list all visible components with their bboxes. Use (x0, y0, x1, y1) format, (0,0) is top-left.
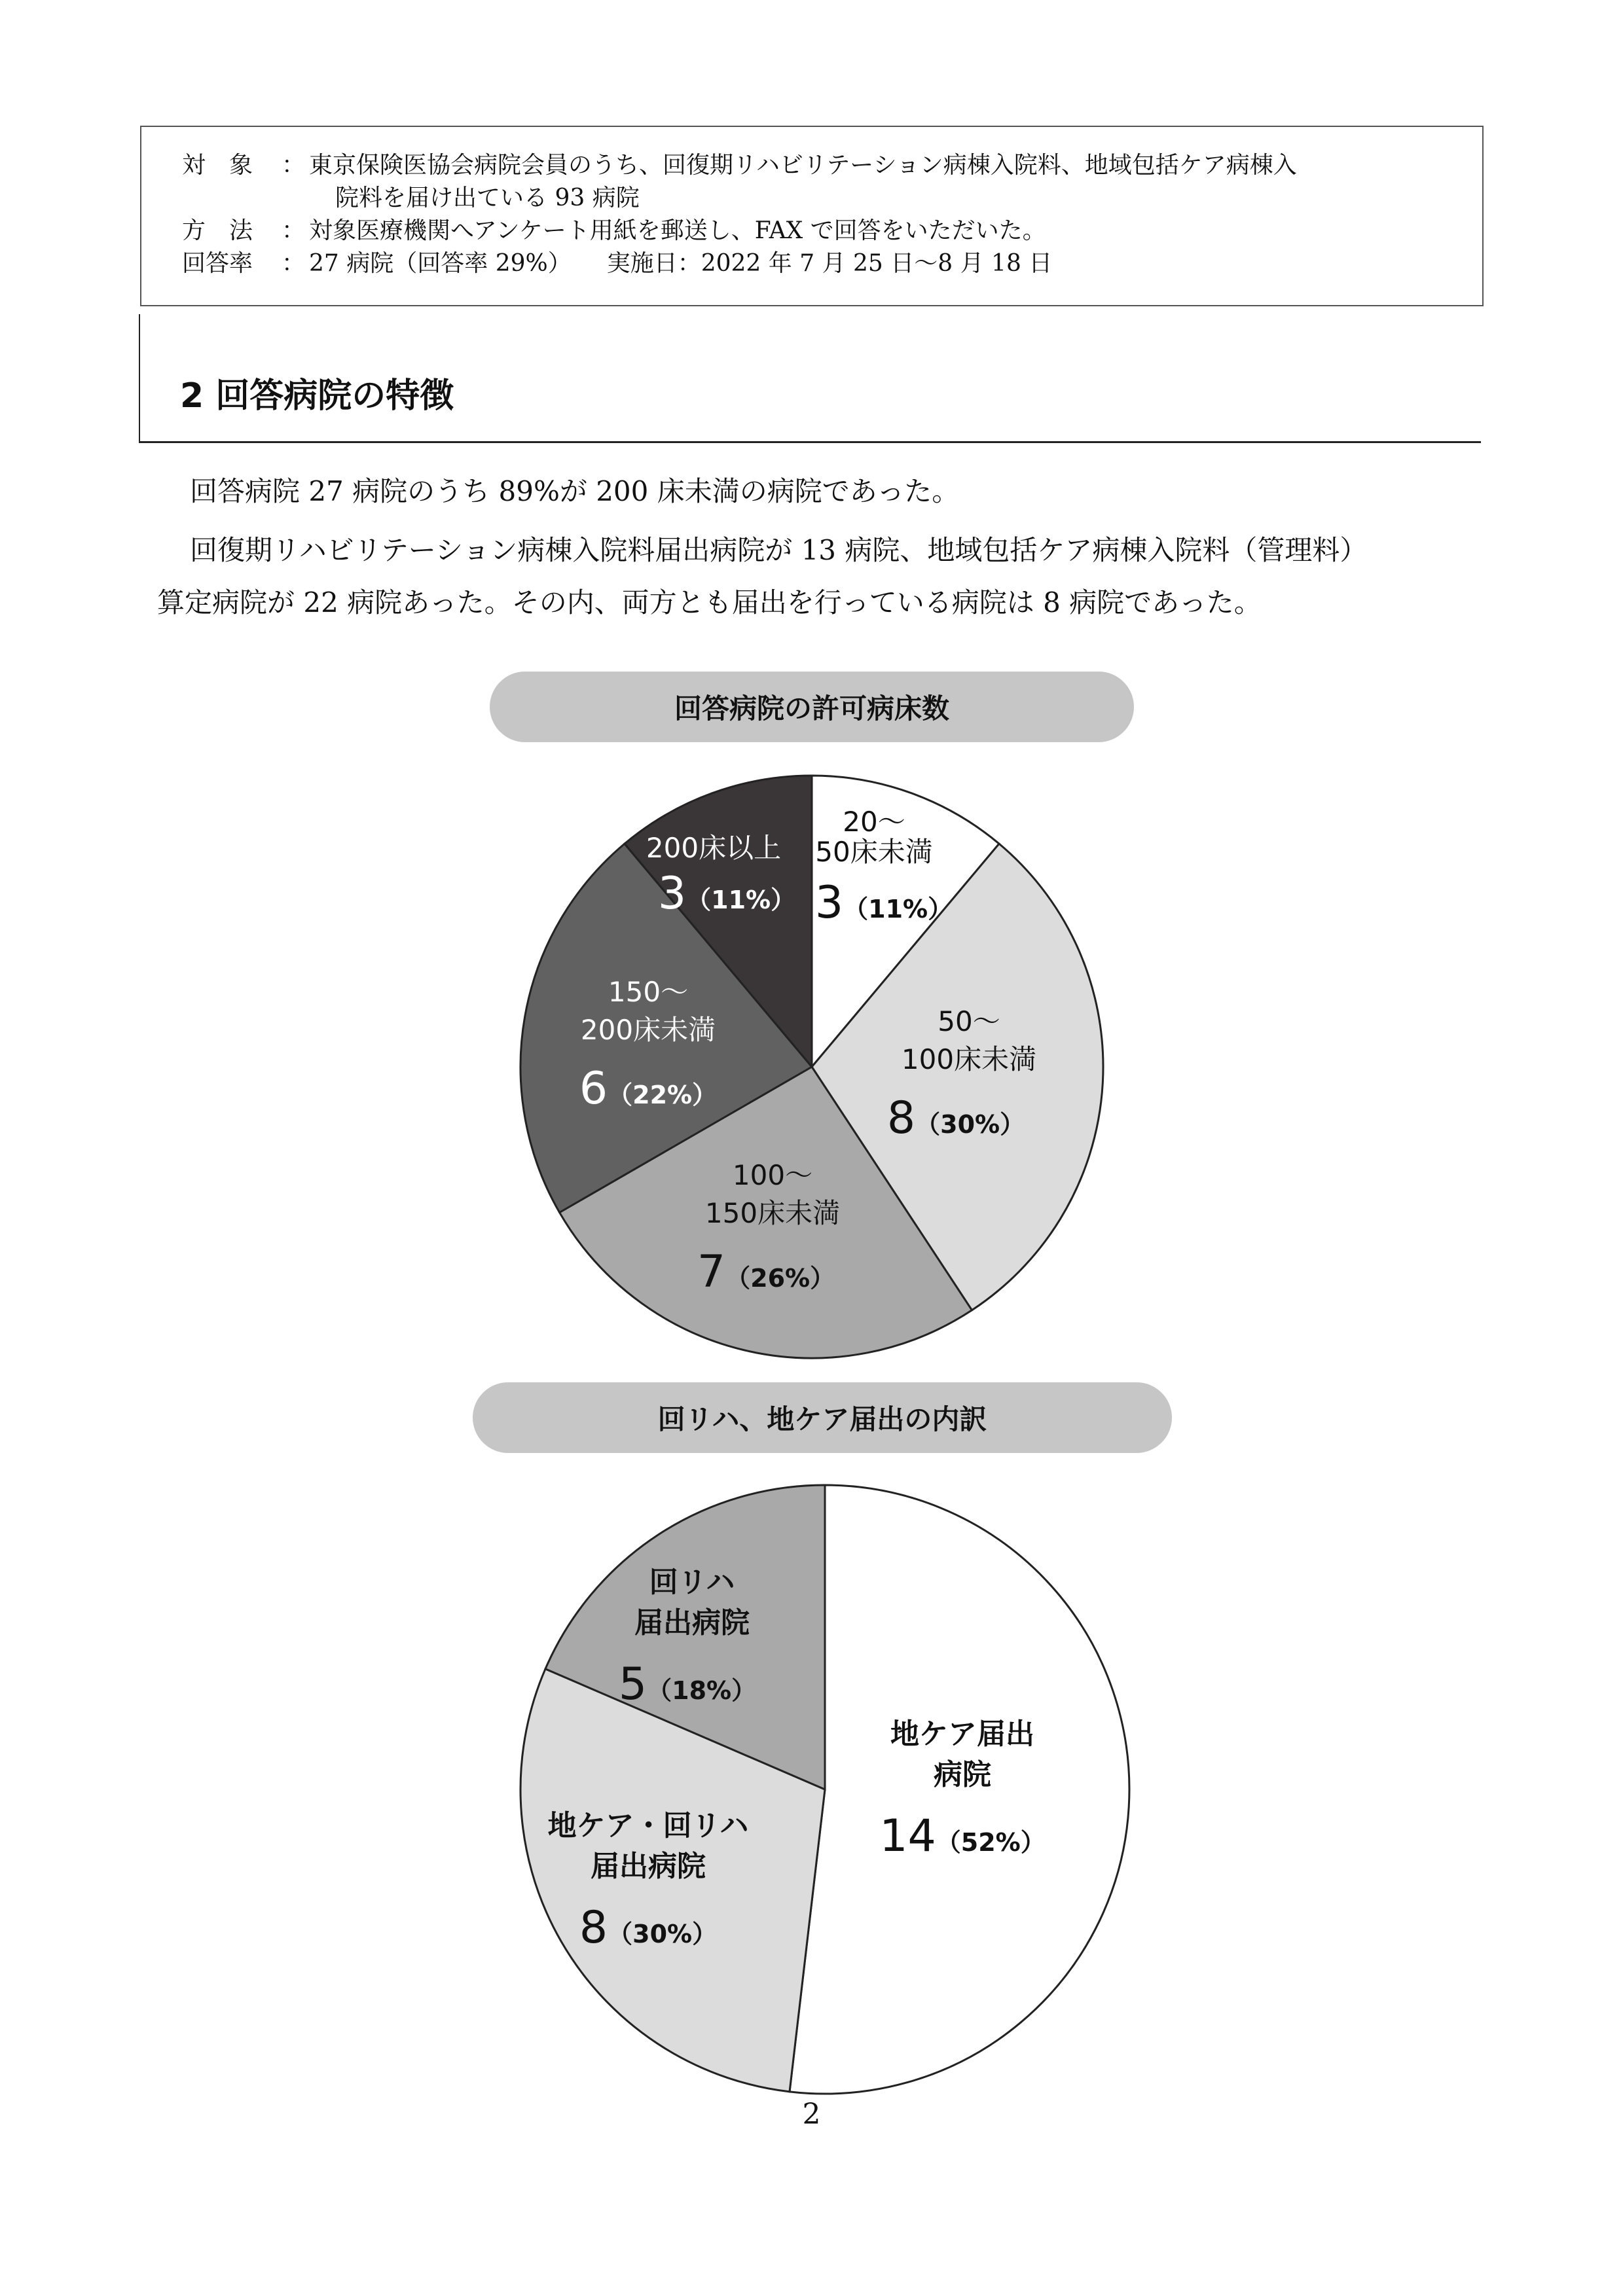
info-colon: ： (282, 152, 306, 179)
info-method-text: 対象医療機関へアンケート用紙を郵送し、FAX で回答をいただいた。 (309, 217, 1046, 244)
chart-1-slice-2-label-line-2: 100床未満 (901, 1043, 1037, 1075)
info-rate-text: 27 病院（回答率 29%） 実施日：2022 年 7 月 25 日～8 月 18 日 (309, 250, 1053, 277)
chart-1-slice-1-label-line-1: 20～ (843, 806, 905, 838)
chart-1-slice-5-value-label: 3（11%） (657, 868, 796, 920)
info-colon: ： (282, 217, 306, 244)
body-paragraph-2-line-1: 回復期リハビリテーション病棟入院料届出病院が 13 病院、地域包括ケア病棟入院料（管理料） (190, 534, 1368, 566)
info-target-key: 対 象 (182, 152, 253, 179)
chart-2-pie (517, 1482, 1133, 2097)
chart-2-title: 回リハ、地ケア届出の内訳 (473, 1382, 1172, 1453)
info-target-row (182, 149, 1482, 182)
chart-2-slice-1-value-label: 14（52%） (879, 1810, 1046, 1862)
info-target-text: 東京保険医協会病院会員のうち、回復期リハビリテーション病棟入院料、地域包括ケア病棟入 (309, 152, 1297, 179)
chart-2-slice-2-label-line-2: 届出病院 (591, 1850, 706, 1883)
section-vertical-rule (139, 314, 140, 442)
page-number: 2 (802, 2098, 821, 2131)
chart-1-pie (517, 772, 1106, 1361)
info-target-text-cont: 院料を届け出ている 93 病院 (335, 185, 640, 211)
chart-1-slice-3-label-line-1: 100～ (732, 1159, 813, 1191)
chart-1-title: 回答病院の許可病床数 (490, 672, 1134, 742)
chart-1-slice-2-label-line-1: 50～ (938, 1005, 1000, 1037)
chart-1-slice-1-value-label: 3（11%） (814, 877, 953, 929)
chart-1-slice-2-value-label: 8（30%） (886, 1092, 1025, 1144)
chart-2-slice-3-label-line-1: 回リハ (649, 1566, 735, 1599)
section-title: 2 回答病院の特徴 (180, 376, 454, 416)
chart-2-slice-2-label-line-1: 地ケア・回リハ (547, 1809, 749, 1842)
info-rate-key: 回答率 (182, 250, 253, 277)
chart-2-slice-1-label-line-2: 病院 (934, 1758, 991, 1791)
chart-2-slice-3-label-line-2: 届出病院 (634, 1606, 750, 1640)
info-rate-row (182, 247, 1482, 280)
info-method-key: 方 法 (182, 217, 253, 244)
chart-1-slice-4-value-label: 6（22%） (579, 1063, 718, 1115)
chart-1-slice-3-label-line-2: 150床未満 (704, 1197, 841, 1229)
chart-1-slice-1-label-line-2: 50床未満 (815, 836, 933, 868)
chart-1-slice-3-value-label: 7（26%） (697, 1246, 835, 1298)
chart-2-slice-1-label-line-1: 地ケア届出 (890, 1717, 1034, 1751)
body-paragraph-1: 回答病院 27 病院のうち 89%が 200 床未満の病院であった。 (190, 475, 960, 507)
chart-1-slice-4-label-line-1: 150～ (608, 976, 689, 1008)
info-colon: ： (282, 250, 306, 277)
body-paragraph-2-line-2: 算定病院が 22 病院あった。その内、両方とも届出を行っている病院は 8 病院であった。 (157, 586, 1262, 619)
chart-1-slice-4-label-line-2: 200床未満 (580, 1014, 716, 1046)
section-horizontal-rule (139, 441, 1481, 443)
info-method-row (182, 215, 1482, 247)
chart-2-slice-2-value-label: 8（30%） (579, 1902, 718, 1954)
chart-1-slice-5-label-line-1: 200床以上 (646, 832, 782, 864)
chart-2-slice-3-value-label: 5（18%） (618, 1659, 757, 1710)
survey-info-box (140, 126, 1484, 306)
